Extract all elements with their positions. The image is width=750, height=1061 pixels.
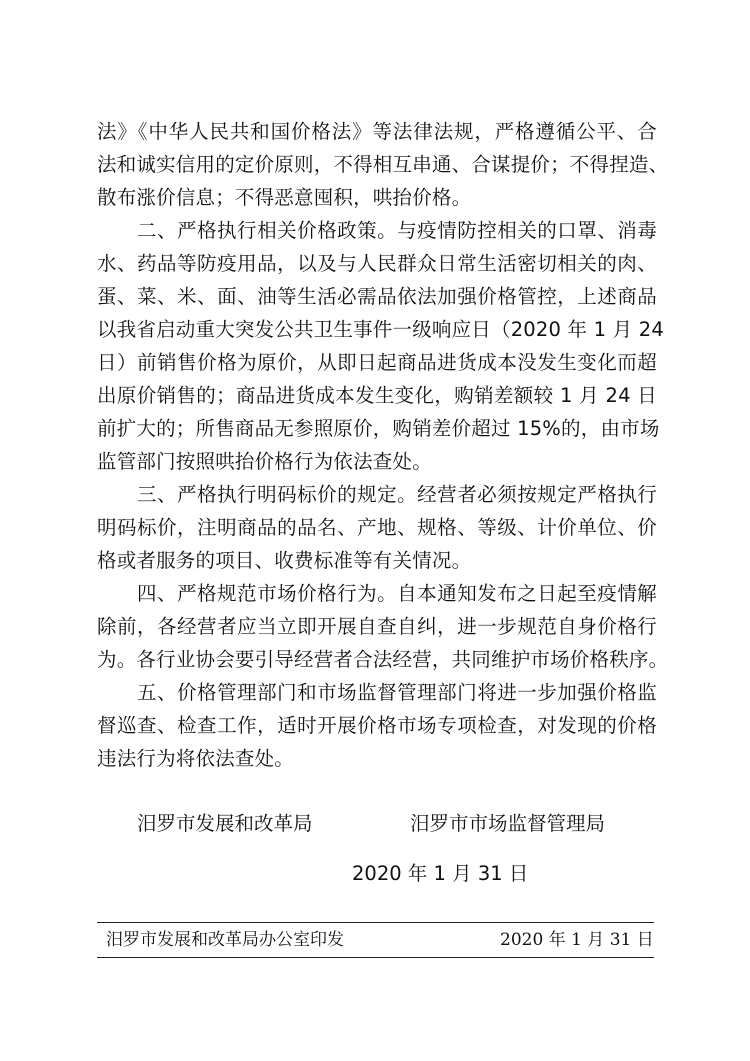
footer-top-rule <box>97 922 654 923</box>
body-line: 法》《中华人民共和国价格法》等法律法规，严格遵循公平、合 <box>97 120 657 143</box>
body-line: 以我省启动重大突发公共卫生事件一级响应日（2020 年 1 月 24 <box>97 318 664 341</box>
body-line: 除前，各经营者应当立即开展自查自纠，进一步规范自身价格行 <box>97 615 657 638</box>
body-line: 散布涨价信息；不得恶意囤积，哄抬价格。 <box>97 186 472 209</box>
body-line: 格或者服务的项目、收费标准等有关情况。 <box>97 549 472 572</box>
footer-issue-date: 2020 年 1 月 31 日 <box>500 930 654 950</box>
body-line: 违法行为将依法查处。 <box>97 747 295 770</box>
body-line: 为。各行业协会要引导经营者合法经营，共同维护市场价格秩序。 <box>97 648 669 671</box>
issuer-market-supervision-bureau: 汨罗市市场监督管理局 <box>410 812 606 835</box>
paragraph-4-first-line: 四、严格规范市场价格行为。自本通知发布之日起至疫情解 <box>137 582 657 605</box>
signature-date: 2020 年 1 月 31 日 <box>352 862 529 885</box>
body-line: 监管部门按照哄抬价格行为依法查处。 <box>97 450 432 473</box>
body-line: 水、药品等防疫用品，以及与人民群众日常生活密切相关的肉、 <box>97 252 657 275</box>
footer-issuing-office: 汨罗市发展和改革局办公室印发 <box>106 930 344 950</box>
paragraph-5-first-line: 五、价格管理部门和市场监督管理部门将进一步加强价格监 <box>137 681 657 704</box>
issuer-development-reform-bureau: 汨罗市发展和改革局 <box>137 812 313 835</box>
body-line: 法和诚实信用的定价原则，不得相互串通、合谋提价；不得捏造、 <box>97 153 669 176</box>
body-line: 前扩大的；所售商品无参照原价，购销差价超过 15%的，由市场 <box>97 417 660 440</box>
body-line: 日）前销售价格为原价，从即日起商品进货成本没发生变化而超 <box>97 351 657 374</box>
body-line: 明码标价，注明商品的品名、产地、规格、等级、计价单位、价 <box>97 516 657 539</box>
body-line: 督巡查、检查工作，适时开展价格市场专项检查，对发现的价格 <box>97 714 657 737</box>
body-line: 蛋、菜、米、面、油等生活必需品依法加强价格管控，上述商品 <box>97 285 657 308</box>
paragraph-2-first-line: 二、严格执行相关价格政策。与疫情防控相关的口罩、消毒 <box>137 219 657 242</box>
body-line: 出原价销售的；商品进货成本发生变化，购销差额较 1 月 24 日 <box>97 384 657 407</box>
footer-bottom-rule <box>97 957 654 958</box>
paragraph-3-first-line: 三、严格执行明码标价的规定。经营者必须按规定严格执行 <box>137 483 657 506</box>
